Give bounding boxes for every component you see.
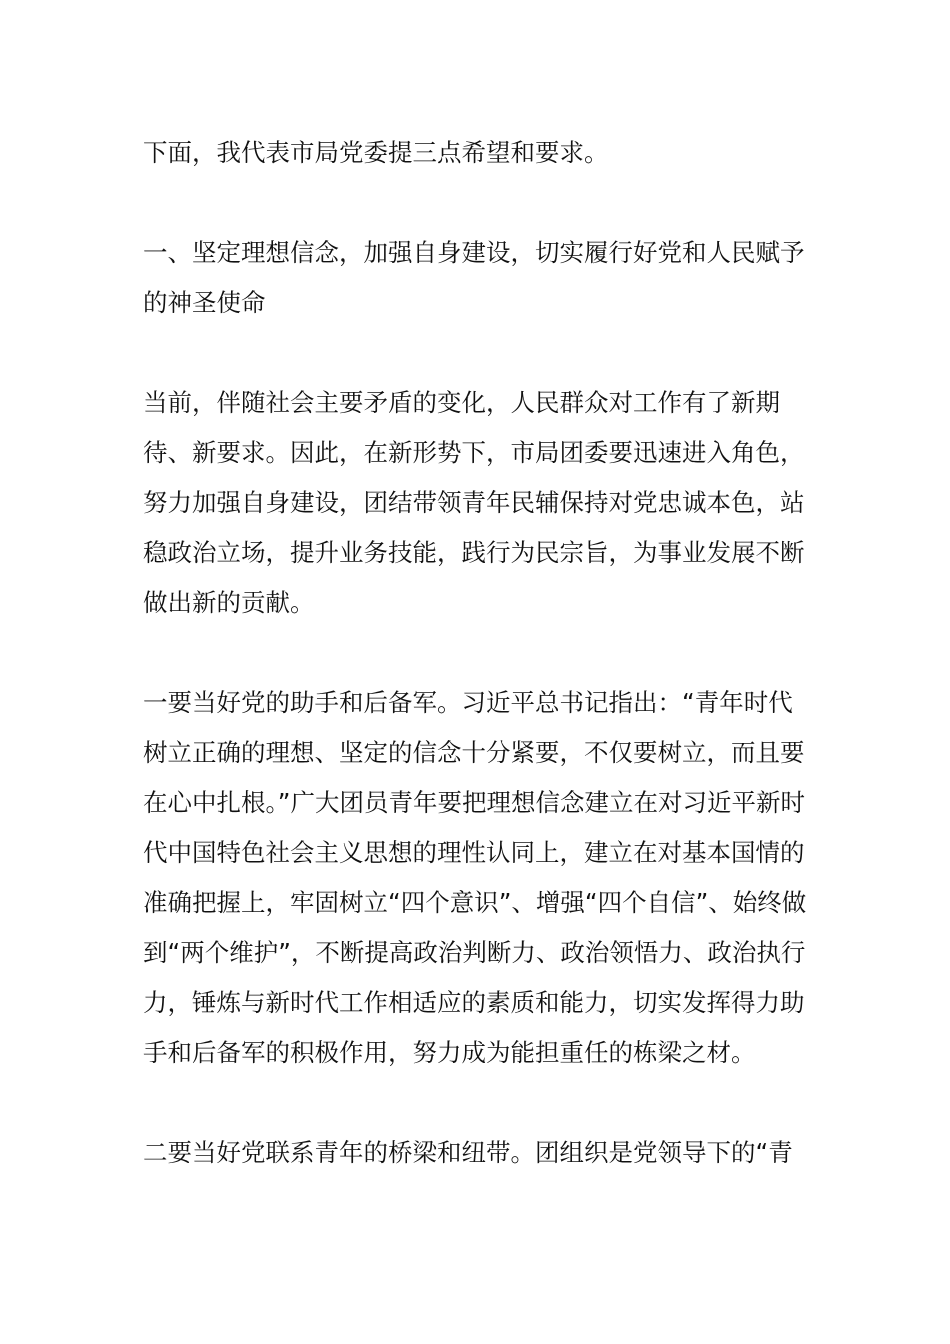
paragraph-intro: 下面，我代表市局党委提三点希望和要求。 (143, 138, 609, 167)
document-page (143, 128, 813, 1178)
paragraph-context: 当前，伴随社会主要矛盾的变化，人民群众对工作有了新期待、新要求。因此，在新形势下，市局团委要迅速进入角色，努力加强自身建设，团结带领青年民辅保持对党忠诚本色，站稳政治立场，提升业务技能，践行为民宗旨，为事业发展不断做出新的贡献。 (143, 388, 805, 617)
paragraph-point-2: 二要当好党联系青年的桥梁和纽带。团组织是党领导下的“青 (143, 1138, 793, 1167)
paragraph-point-1: 一要当好党的助手和后备军。习近平总书记指出：“青年时代树立正确的理想、坚定的信念十分紧要，不仅要树立，而且要在心中扎根。”广大团员青年要把理想信念建立在对习近平新时代中国特色社会主义思想的理性认同上，建立在对基本国情的准确把握上，牢固树立“四个意识”、增强“四个自信”、始终做到“两个维护”，不断提高政治判断力、政治领悟力、政治执行力，锤炼与新时代工作相适应的素质和能力，切实发挥得力助手和后备军的积极作用，努力成为能担重任的栋梁之材。 (143, 688, 807, 1067)
section-heading-1: 一、坚定理想信念，加强自身建设，切实履行好党和人民赋予的神圣使命 (143, 238, 805, 317)
